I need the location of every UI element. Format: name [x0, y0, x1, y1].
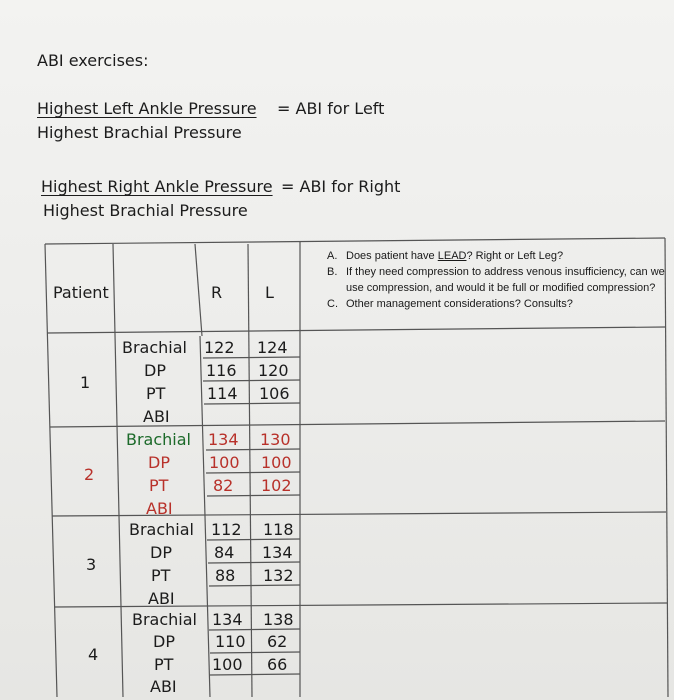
- right-formula-denominator: Highest Brachial Pressure: [43, 201, 248, 220]
- grid-line: [203, 380, 300, 381]
- p4-brachial-l: 138: [263, 610, 294, 629]
- patient-4-id: 4: [88, 645, 99, 664]
- p3-dp-l: 134: [262, 543, 293, 562]
- p4-pt-l: 66: [267, 655, 288, 674]
- p1-pt-l: 106: [259, 384, 290, 403]
- grid-line: [210, 674, 300, 675]
- left-formula-denominator: Highest Brachial Pressure: [37, 123, 242, 142]
- grid-line: [45, 238, 665, 244]
- worksheet-title: ABI exercises:: [37, 51, 149, 70]
- p4-dp-l: 62: [267, 632, 288, 651]
- p3-pt-label: PT: [151, 566, 171, 585]
- grid-line: [55, 603, 667, 607]
- p2-abi-label: ABI: [146, 499, 173, 518]
- p2-pt-l: 102: [261, 476, 292, 495]
- grid-line: [113, 244, 123, 697]
- question-c-letter: C.: [327, 298, 338, 310]
- patient-3-id: 3: [86, 555, 97, 574]
- question-b: [327, 264, 667, 296]
- p4-brachial-label: Brachial: [132, 610, 197, 629]
- question-b-letter: B.: [327, 266, 338, 278]
- question-b-text: If they need compression to address venous insufficiency, can we use compression, and would it be full or modified compression?: [346, 266, 665, 294]
- p1-brachial-label: Brachial: [122, 338, 187, 357]
- p1-brachial-r: 122: [204, 338, 235, 357]
- question-a-letter: A.: [327, 250, 338, 262]
- p4-pt-r: 100: [212, 655, 243, 674]
- question-c: [327, 296, 667, 312]
- grid-line: [195, 244, 202, 336]
- p3-brachial-label: Brachial: [129, 520, 194, 539]
- header-patient: Patient: [53, 283, 109, 302]
- grid-line: [207, 539, 300, 540]
- grid-line: [203, 357, 300, 358]
- grid-line: [208, 562, 300, 563]
- p1-abi-label: ABI: [143, 407, 170, 426]
- p1-brachial-l: 124: [257, 338, 288, 357]
- p3-dp-label: DP: [150, 543, 172, 562]
- right-formula-result: = ABI for Right: [281, 177, 401, 196]
- grid-line: [210, 652, 300, 653]
- p3-pt-r: 88: [215, 566, 236, 585]
- grid-line: [45, 244, 57, 697]
- p4-brachial-r: 134: [212, 610, 243, 629]
- p4-abi-label: ABI: [150, 677, 177, 696]
- grid-line: [209, 585, 300, 586]
- grid-line: [204, 403, 300, 404]
- grid-line: [209, 629, 300, 630]
- p2-brachial-label: Brachial: [126, 430, 191, 449]
- p3-abi-label: ABI: [148, 589, 175, 608]
- grid-line: [206, 449, 300, 450]
- question-a-text-start: Does patient have: [346, 250, 438, 262]
- question-a: [327, 248, 667, 264]
- question-list: [327, 248, 667, 312]
- p4-dp-r: 110: [215, 632, 246, 651]
- question-c-text: Other management considerations? Consults?: [346, 298, 573, 310]
- p4-dp-label: DP: [153, 632, 175, 651]
- patient-1-id: 1: [80, 373, 91, 392]
- question-a-text-end: ? Right or Left Leg?: [466, 250, 564, 262]
- grid-line: [206, 472, 300, 473]
- lead-term: LEAD: [437, 250, 467, 262]
- p1-dp-r: 116: [206, 361, 237, 380]
- grid-line: [207, 495, 300, 496]
- p2-pt-r: 82: [213, 476, 234, 495]
- p2-pt-label: PT: [149, 476, 169, 495]
- p1-pt-r: 114: [207, 384, 238, 403]
- p2-brachial-l: 130: [260, 430, 291, 449]
- grid-line: [52, 512, 666, 516]
- p1-dp-label: DP: [144, 361, 166, 380]
- left-formula-result: = ABI for Left: [277, 99, 385, 118]
- p3-brachial-l: 118: [263, 520, 294, 539]
- p2-dp-label: DP: [148, 453, 170, 472]
- left-formula-numerator: Highest Left Ankle Pressure: [37, 99, 257, 118]
- header-right: R: [211, 283, 223, 302]
- header-left: L: [265, 283, 274, 302]
- p2-dp-r: 100: [209, 453, 240, 472]
- p1-dp-l: 120: [258, 361, 289, 380]
- right-formula-numerator: Highest Right Ankle Pressure: [41, 177, 273, 196]
- p3-dp-r: 84: [214, 543, 235, 562]
- p3-brachial-r: 112: [211, 520, 242, 539]
- p1-pt-label: PT: [146, 384, 166, 403]
- p2-brachial-r: 134: [208, 430, 239, 449]
- p3-pt-l: 132: [263, 566, 294, 585]
- p4-pt-label: PT: [154, 655, 174, 674]
- patient-2-id: 2: [84, 465, 95, 484]
- grid-line: [47, 327, 665, 333]
- p2-dp-l: 100: [261, 453, 292, 472]
